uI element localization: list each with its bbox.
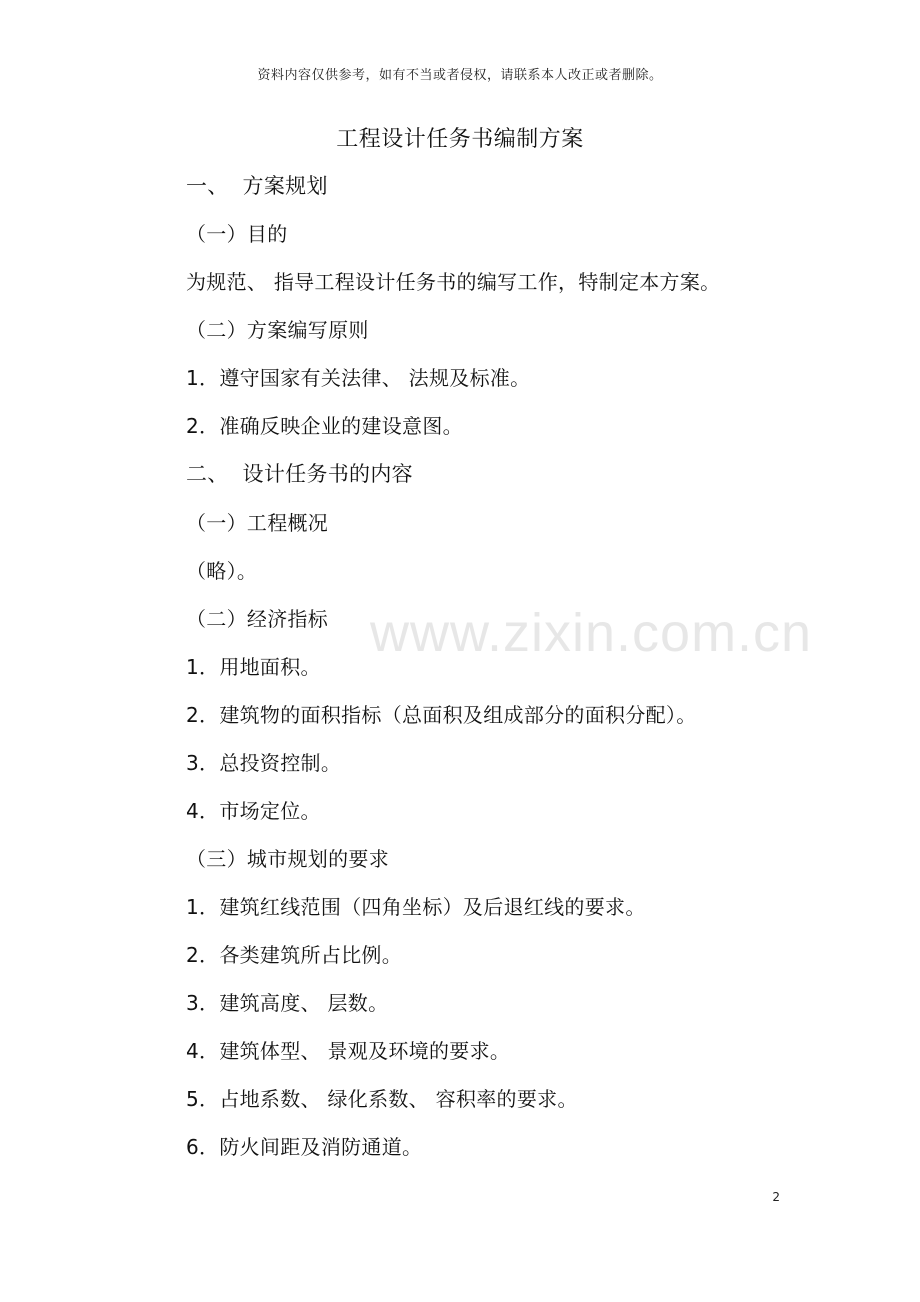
list-item: 1．遵守国家有关法律、 法规及标准。 xyxy=(186,366,531,390)
list-item: 2．建筑物的面积指标（总面积及组成部分的面积分配）。 xyxy=(186,703,697,727)
list-item: 2．准确反映企业的建设意图。 xyxy=(186,414,463,438)
list-item: 4．市场定位。 xyxy=(186,799,321,823)
section-heading-plan: 一、 方案规划 xyxy=(186,174,328,198)
paragraph-purpose: 为规范、 指导工程设计任务书的编写工作，特制定本方案。 xyxy=(186,270,721,294)
disclaimer-notice: 资料内容仅供参考，如有不当或者侵权，请联系本人改正或者删除。 xyxy=(257,68,663,83)
list-item: 1．建筑红线范围（四角坐标）及后退红线的要求。 xyxy=(186,895,646,919)
list-item: 5．占地系数、 绿化系数、 容积率的要求。 xyxy=(186,1087,578,1111)
subsection-overview: （一）工程概况 xyxy=(186,511,329,535)
watermark-text: www.zixin.com.cn xyxy=(370,603,813,663)
page-number: 2 xyxy=(772,1190,780,1204)
list-item: 6．防火间距及消防通道。 xyxy=(186,1135,423,1159)
list-item: 1．用地面积。 xyxy=(186,655,321,679)
list-item: 2．各类建筑所占比例。 xyxy=(186,943,403,967)
paragraph-omitted: （略）。 xyxy=(186,559,258,583)
list-item: 4．建筑体型、 景观及环境的要求。 xyxy=(186,1039,511,1063)
subsection-economic-indicators: （二）经济指标 xyxy=(186,607,329,631)
subsection-urban-planning: （三）城市规划的要求 xyxy=(186,847,389,871)
list-item: 3．建筑高度、 层数。 xyxy=(186,991,389,1015)
section-heading-content: 二、 设计任务书的内容 xyxy=(186,462,413,486)
subsection-purpose: （一）目的 xyxy=(186,222,288,246)
page-title: 工程设计任务书编制方案 xyxy=(336,127,584,152)
subsection-principles: （二）方案编写原则 xyxy=(186,318,369,342)
list-item: 3．总投资控制。 xyxy=(186,751,342,775)
